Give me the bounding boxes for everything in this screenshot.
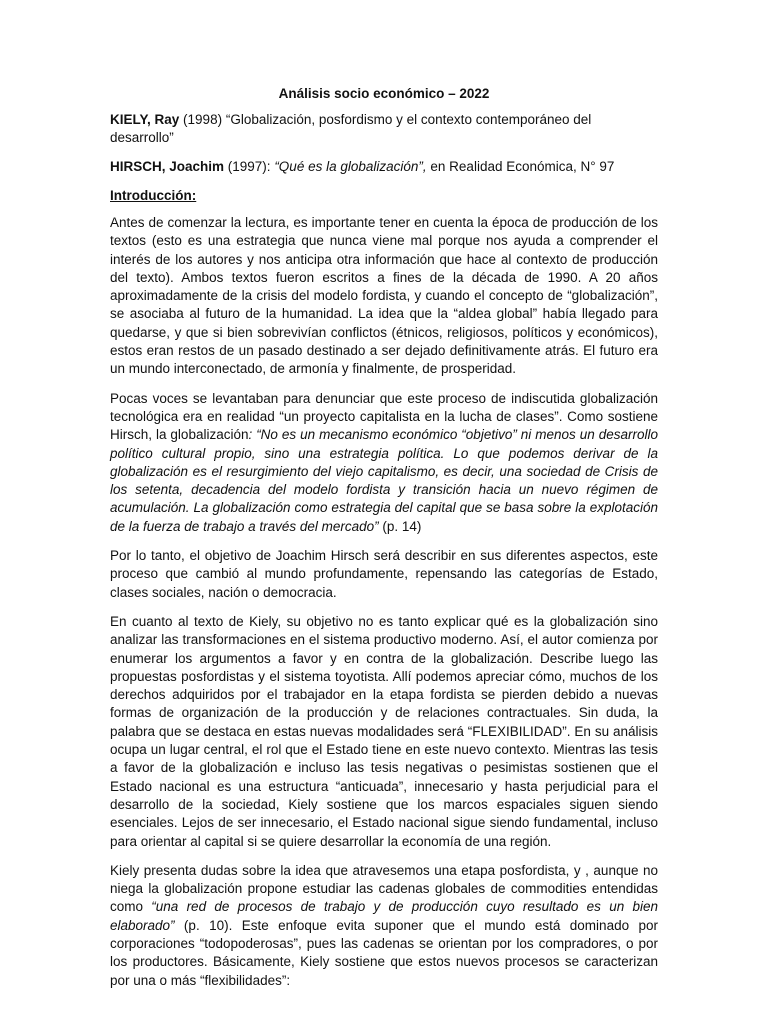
reference-work: “Globalización, posfordismo y el contexto contemporáneo del desarrollo” — [110, 112, 592, 145]
document-title: Análisis socio económico – 2022 — [278, 86, 490, 101]
paragraph-1: Antes de comenzar la lectura, es importante tener en cuenta la época de producción de los textos (esto es una estrategia que nunca viene mal porque nos ayuda a comprender el interés de los autores y nos anticipa otra información que hace al contexto de producción del texto). Ambos textos fueron escritos a fines de la década de 1990. A 20 años aproximadamente de la crisis del modelo fordista, y cuando el concepto de “globalización”, se asociaba al futuro de la humanidad. La idea que la “aldea global” había llegado para quedarse, y que si bien sobrevivían conflictos (étnicos, religiosos, políticos y económicos), estos eran restos de un pasado destinado a ser dejado definitivamente atrás. El futuro era un mundo interconectado, de armonía y finalmente, de prosperidad. — [110, 215, 658, 377]
quote-text: “una red de procesos de trabajo y de producción cuyo resultado es un bien elaborado” — [110, 899, 658, 933]
reference-work: “Qué es la globalización”, — [274, 159, 427, 174]
section-heading-introduccion: Introducción: — [110, 188, 197, 203]
paragraph-text: Kiely presenta dudas sobre la idea que atravesemos una etapa posfordista, y , aunque no niega la globalización propone estudiar las cadenas globales de commodities entendidas como — [110, 862, 658, 915]
paragraph-4: En cuanto al texto de Kiely, su objetivo no es tanto explicar qué es la globalización sino analizar las transformaciones en el sistema productivo moderno. Así, el autor comienza por enumerar los argumentos a favor y en contra de la globalización. Describe luego las propuestas posfordistas y el sistema toyotista. Allí podemos apreciar cómo, muchos de los derechos adquiridos por el trabajador en la etapa fordista se pierden debido a nuevas formas de organización de la producción y de relaciones contractuales. Sin duda, la palabra que se destaca en estas nuevas modalidades será “FLEXIBILIDAD”. En su análisis ocupa un lugar central, el rol que el Estado tiene en este nuevo contexto. Mientras las tesis a favor de la globalización e incluso las tesis negativas o pesimistas sostienen que el Estado nacional es una estructura “anticuada”, innecesario y hasta perjudicial para el desarrollo de la sociedad, Kiely sostiene que los marcos espaciales siguen siendo esenciales. Lejos de ser innecesario, el Estado nacional sigue siendo fundamental, incluso para orientar al capital si se quiere desarrollar la economía de una región. — [110, 613, 658, 849]
citation-page: (p. 14) — [378, 518, 422, 534]
quote-text: : “No es un mecanismo económico “objetivo” ni menos un desarrollo político cultural propio, sino una estrategia política. Lo que podemos derivar de la globalización es el resurgimiento del viejo capitalismo, es decir, una sociedad de Crisis de los setenta, decadencia del modelo fordista y transición hacia un nuevo régimen de acumulación. La globalización como estrategia del capital que se basa sobre la explotación de la fuerza de trabajo a través del mercado” — [110, 427, 658, 534]
paragraph-5 — [110, 862, 658, 990]
paragraph-text: (p. 10). Este enfoque evita suponer que el mundo está dominado por corporaciones “todopoderosas”, pues las cadenas se orientan por los compradores, o por los productores. Básicamente, Kiely sostiene que estos nuevos procesos se caracterizan por una o más “flexibilidades”: — [110, 917, 658, 988]
reference-author: HIRSCH, Joachim — [110, 159, 225, 174]
reference-hirsch — [110, 158, 658, 176]
paragraph-2 — [110, 390, 658, 536]
reference-kiely — [110, 111, 658, 147]
reference-source: en Realidad Económica, N° 97 — [426, 159, 615, 174]
paragraph-text: Pocas voces se levantaban para denunciar que este proceso de indiscutida globalización tecnológica era en realidad “un proyecto capitalista en la lucha de clases”. Como sostiene Hirsch, la globalización — [110, 390, 658, 443]
reference-author: KIELY, Ray — [110, 112, 180, 127]
paragraph-3: Por lo tanto, el objetivo de Joachim Hirsch será describir en sus diferentes aspectos, este proceso que cambió al mundo profundamente, repensando las categorías de Estado, clases sociales, nación o democracia. — [110, 548, 658, 600]
reference-year: (1998) — [179, 112, 226, 127]
reference-year: (1997): — [224, 159, 275, 174]
